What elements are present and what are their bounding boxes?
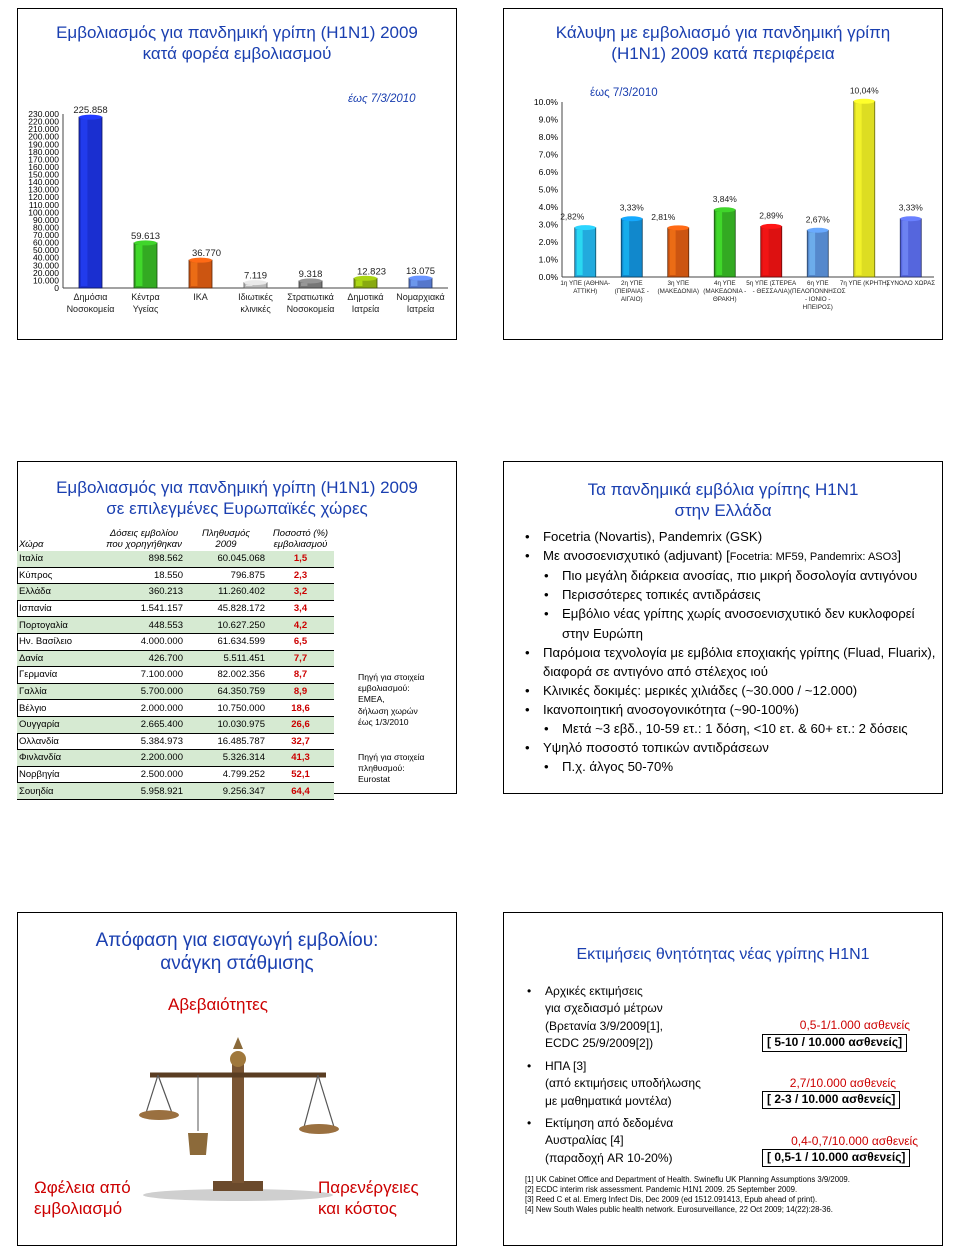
cell-country: Βέλγιο — [19, 702, 47, 714]
table-row — [17, 733, 334, 750]
bullet-technology: • Παρόμοια τεχνολογία με εμβόλια εποχιακής γρίπης (Fluad, Fluarix), διαφορά σε αντιγόνο από στέλεχος ιού — [525, 643, 945, 681]
category-label: Νομαρχιακά — [396, 292, 445, 302]
y-tick-label: 80.000 — [33, 222, 59, 233]
slide3-title-line2: σε επιλεγμένες Ευρωπαϊκές χώρες — [106, 498, 368, 518]
bar-highlight — [856, 103, 862, 275]
bar-highlight — [411, 280, 417, 286]
table-row — [17, 650, 334, 667]
bar-value-label: 36.770 — [191, 248, 222, 260]
category-label: (ΠΕΛΟΠΟΝΝΗΣΟΣ — [789, 288, 846, 295]
cell-country: Ελλάδα — [19, 586, 51, 598]
cell-pop: 16.485.787 — [217, 735, 265, 747]
header-doses-l1: Δόσεις εμβολίου — [109, 528, 179, 539]
cell-doses: 898.562 — [148, 553, 183, 565]
y-tick-label: 4.0% — [538, 202, 558, 212]
adjuvant-detail: Focetria: MF59, Pandemrix: ASO3 — [729, 551, 898, 564]
category-label: Ιατρεία — [351, 304, 380, 314]
source-line: έως 1/3/2010 — [358, 716, 409, 727]
y-tick-label: 7.0% — [538, 149, 558, 160]
bar-value-label: 3,33% — [619, 202, 644, 213]
source-line: Πηγή για στοιχεία — [358, 752, 425, 762]
y-tick-label: 190.000 — [28, 139, 59, 150]
cell-country: Ην. Βασίλειο — [19, 636, 73, 648]
cell-pct: 7,7 — [293, 652, 308, 664]
y-tick-label: 100.000 — [28, 207, 59, 218]
slide4-title-line2: στην Ελλάδα — [674, 500, 772, 520]
table-row — [17, 716, 334, 733]
y-tick-label: 10.0% — [533, 97, 558, 107]
header-pct-l1: Ποσοστό (%) — [272, 528, 329, 539]
slide-decision-balance — [17, 912, 457, 1246]
bar-value-label: 12.823 — [356, 266, 387, 278]
category-label: 2η ΥΠΕ — [620, 280, 643, 287]
cell-country: Ιταλία — [19, 553, 44, 565]
bar-highlight — [577, 230, 583, 275]
cell-pct: 1,5 — [293, 553, 308, 565]
y-tick-label: 20.000 — [33, 267, 59, 278]
cell-pct: 6,5 — [293, 636, 308, 648]
source-vaccination — [358, 672, 438, 728]
cell-country: Κύπρος — [19, 569, 53, 581]
y-tick-label: 90.000 — [33, 214, 59, 225]
sub-bullet: • Π.χ. άλγος 50-70% — [525, 757, 945, 776]
bar-top — [575, 225, 596, 230]
header-population — [185, 527, 267, 551]
bar-top — [854, 99, 875, 104]
reference-item: [4] New South Wales public health network. Eurosurveillance, 22 Oct 2009; 14(22):28-36. — [525, 1204, 833, 1214]
cell-pct: 3,2 — [293, 586, 308, 598]
y-tick-label: 200.000 — [28, 131, 59, 142]
bar-value-label: 2,81% — [651, 211, 676, 222]
vaccine-bullet-list — [525, 527, 945, 777]
category-label: 6η ΥΠΕ — [806, 280, 829, 287]
y-tick-label: 70.000 — [33, 230, 59, 241]
estimate-3-line: Αυστραλίας [4] — [545, 1133, 624, 1148]
source-line: EMEA, — [358, 694, 385, 705]
y-tick-label: 2.0% — [538, 237, 558, 247]
bar-top — [761, 224, 782, 229]
slide6-title: Εκτιμήσεις θνητότητας νέας γρίπης Η1Ν1 — [576, 946, 870, 963]
bar-value-label: 3,33% — [898, 202, 923, 213]
y-tick-label: 120.000 — [28, 192, 59, 203]
estimate-2-line: • ΗΠΑ [3] — [545, 1059, 587, 1073]
category-label: ΗΠΕΙΡΟΣ) — [802, 304, 833, 311]
table-row — [17, 766, 334, 783]
benefit-label — [34, 1177, 131, 1220]
cell-pop: 4.799.252 — [222, 769, 265, 781]
cell-country: Νορβηγία — [19, 769, 60, 781]
bullet-adjuvant — [525, 546, 945, 566]
category-label: 3η ΥΠΕ — [667, 280, 690, 287]
cell-pop: 11.260.402 — [218, 586, 265, 598]
bar-highlight — [136, 245, 142, 286]
cell-pct: 3,4 — [293, 603, 308, 615]
adjuvant-text: Με ανοσοενισχυτικό (adjuvant) [ — [543, 548, 730, 564]
adjuvant-end: ] — [897, 548, 901, 564]
bar-value-label: 7.119 — [243, 270, 268, 282]
y-tick-label: 230.000 — [28, 109, 59, 119]
slide1-date-note: έως 7/3/2010 — [348, 93, 416, 105]
cell-pop: 9.256.347 — [222, 785, 265, 797]
bar-highlight — [763, 228, 769, 275]
cell-pop: 10.750.000 — [217, 702, 265, 714]
category-label: 4η ΥΠΕ — [713, 280, 736, 287]
header-pop-l1: Πληθυσμός — [201, 528, 251, 539]
table-row — [17, 783, 334, 800]
bar-value-label: 9.318 — [298, 268, 323, 280]
category-label: - ΘΕΣΣΑΛΙΑ) — [752, 288, 790, 295]
category-label: Νοσοκομεία — [286, 304, 335, 314]
header-pct-l2: εμβολιασμού — [273, 539, 328, 550]
cell-doses: 360.213 — [148, 586, 183, 598]
sub-bullet: • Εμβόλιο νέας γρίπης χωρίς ανοσοενισχυτικό δεν κυκλοφορεί στην Ευρώπη — [525, 604, 932, 642]
bar-highlight — [809, 232, 815, 275]
cell-pop: 61.634.599 — [217, 636, 265, 648]
y-tick-label: 170.000 — [28, 154, 59, 165]
category-label: ΑΙΓΑΙΟ) — [620, 296, 643, 303]
category-label: Ιατρεία — [406, 304, 435, 314]
y-tick-label: 1.0% — [538, 254, 558, 265]
table-row — [17, 683, 334, 700]
bullet-vaccines: • Focetria (Novartis), Pandemrix (GSK) — [525, 527, 945, 546]
category-label: (ΜΑΚΕΔΟΝΙΑ) — [657, 288, 700, 295]
estimate-3-line: • Εκτίμηση από δεδομένα — [545, 1116, 674, 1130]
header-doses — [103, 527, 185, 551]
cell-pct: 8,7 — [293, 669, 308, 681]
bullet-immunogenicity: • Ικανοποιητική ανοσογονικότητα (~90-100%) — [525, 700, 945, 719]
cell-pct: 41,3 — [291, 752, 310, 764]
vaccination-table — [17, 527, 334, 800]
bar-top — [668, 225, 689, 230]
cell-doses: 2.000.000 — [140, 702, 183, 714]
y-tick-label: 50.000 — [33, 245, 59, 256]
reference-item: [2] ECDC interim risk assessment. Pandemic H1N1 2009. 25 September 2009. — [525, 1184, 798, 1194]
slide3-title — [18, 478, 456, 519]
y-tick-label: 9.0% — [538, 114, 558, 125]
slide4-title — [504, 480, 942, 521]
cell-pop: 82.002.356 — [217, 669, 265, 681]
estimate-1-value: 0,5-1/1.000 ασθενείς — [799, 1018, 910, 1032]
header-pop-l2: 2009 — [215, 539, 237, 550]
cell-pop: 45.828.172 — [217, 603, 265, 615]
cell-pop: 64.350.759 — [217, 686, 265, 698]
table-row — [17, 700, 334, 717]
y-tick-label: 40.000 — [33, 252, 59, 263]
y-tick-label: 5.0% — [538, 184, 558, 195]
slide5-title — [18, 929, 456, 975]
header-doses-l2: που χορηγήθηκαν — [106, 539, 182, 550]
estimate-3-line: (παραδοχή AR 10-20%) — [545, 1150, 673, 1165]
table-row — [17, 667, 334, 684]
bar-highlight — [301, 283, 307, 286]
reference-item: [1] UK Cabinet Office and Department of Health. Swineflu UK Planning Assumptions 3/9/2009. — [525, 1175, 850, 1184]
cell-doses: 5.958.921 — [140, 785, 183, 797]
y-tick-label: 6.0% — [538, 167, 558, 177]
y-tick-label: 0 — [54, 283, 59, 293]
cell-pop: 60.045.068 — [217, 553, 265, 565]
cell-doses: 426.700 — [148, 652, 183, 664]
cell-doses: 2.500.000 — [140, 769, 183, 781]
y-tick-label: 150.000 — [28, 169, 59, 180]
category-label: 5η ΥΠΕ (ΣΤΕΡΕΑ — [746, 280, 797, 287]
reference-item: [3] Reed C et al. Emerg Infect Dis, Dec 2009 (ed 1512.091413, Epub ahead of print). — [525, 1194, 818, 1204]
estimate-2-value: 2,7/10.000 ασθενείς — [789, 1076, 896, 1090]
table-row — [17, 750, 334, 767]
slide5-title-line1: Απόφαση για εισαγωγή εμβολίου: — [95, 930, 379, 951]
category-label: Νοσοκομεία — [66, 304, 115, 314]
estimate-3-value: 0,4-0,7/10.000 ασθενείς — [791, 1134, 918, 1148]
cell-country: Γερμανία — [19, 669, 58, 681]
category-label: Δημοτικά — [347, 292, 384, 302]
cell-pop: 10.030.975 — [217, 719, 265, 731]
slide2-title-line1: Κάλυψη με εμβολιασμό για πανδημική γρίπη — [555, 23, 891, 42]
estimate-1-line: για σχεδιασμό μέτρων — [545, 1001, 663, 1016]
cell-doses: 448.553 — [148, 619, 183, 631]
y-tick-label: 160.000 — [28, 161, 59, 172]
cell-country: Γαλλία — [19, 686, 47, 698]
cell-pct: 2,3 — [293, 569, 308, 581]
provider-bar-chart — [18, 91, 456, 331]
cell-country: Ισπανία — [19, 603, 52, 615]
cell-doses: 5.384.973 — [140, 735, 183, 747]
cell-doses: 5.700.000 — [140, 686, 183, 698]
cell-country: Φινλανδία — [19, 752, 62, 764]
bar-top — [714, 207, 735, 212]
sub-bullet: • Πιο μεγάλη διάρκεια ανοσίας, πιο μικρή δοσολογία αντιγόνου — [525, 566, 945, 585]
bar-highlight — [670, 230, 676, 275]
category-label: Ιδιωτικές — [238, 292, 273, 302]
balance-scale-icon — [128, 1023, 348, 1203]
estimate-1-line: (Βρετανία 3/9/2009[1], — [545, 1018, 664, 1033]
slide4-title-line1: Τα πανδημικά εμβόλια γρίπης Η1Ν1 — [587, 480, 859, 499]
bar-highlight — [356, 280, 362, 286]
bar-top — [900, 216, 921, 221]
y-tick-label: 110.000 — [28, 199, 59, 210]
slide-coverage-by-region — [503, 8, 943, 340]
estimate-2-line: (από εκτιμήσεις υποδήλωσης — [545, 1076, 701, 1091]
bar-highlight — [902, 221, 908, 275]
header-percent — [267, 527, 334, 551]
source-line: εμβολιασμού: — [358, 683, 410, 694]
bar-value-label: 59.613 — [130, 230, 161, 242]
cell-pct: 26,6 — [291, 719, 310, 731]
bar-value-label: 225.858 — [73, 105, 108, 117]
category-label: κλινικές — [240, 304, 271, 314]
table-row — [17, 551, 334, 567]
cell-doses: 2.665.400 — [140, 719, 183, 731]
y-tick-label: 0.0% — [538, 272, 558, 282]
category-label: 1η ΥΠΕ (ΑΘΗΝΑ- — [560, 280, 611, 287]
category-label: Κέντρα — [131, 292, 160, 302]
bar-value-label: 10,04% — [849, 85, 879, 96]
table-row — [17, 633, 334, 650]
y-tick-label: 10.000 — [33, 275, 59, 286]
bullet-local-reactions: • Υψηλό ποσοστό τοπικών αντιδράσεων — [525, 738, 945, 757]
cell-pop: 10.627.250 — [217, 619, 265, 631]
category-label: ΑΤΤΙΚΗ) — [573, 288, 598, 295]
category-label: - ΙΟΝΙΟ - — [804, 296, 831, 303]
bar-highlight — [716, 212, 722, 275]
category-label: (ΜΑΚΕΔΟΝΙΑ - — [703, 288, 747, 295]
slide2-date-note: έως 7/3/2010 — [590, 87, 658, 99]
category-label: Δημόσια — [73, 292, 108, 302]
category-label: ΣΥΝΟΛΟ ΧΩΡΑΣ — [886, 280, 936, 287]
y-tick-label: 3.0% — [538, 219, 558, 230]
bar-value-label: 2,89% — [759, 210, 784, 221]
y-tick-label: 60.000 — [33, 237, 59, 248]
slide2-title-line2: (Η1Ν1) 2009 κατά περιφέρεια — [611, 43, 835, 63]
category-label: ΙΚΑ — [193, 292, 208, 302]
source-line: δήλωση χωρών — [358, 705, 418, 716]
slide1-title-line2: κατά φορέα εμβολιασμού — [142, 43, 332, 63]
slide-vaccination-by-provider — [17, 8, 457, 340]
estimate-3-box: [ 0,5-1 / 10.000 ασθενείς] — [762, 1149, 910, 1167]
cell-pct: 18,6 — [291, 702, 310, 714]
table-header-row — [17, 527, 334, 551]
sub-bullet: • Μετά ~3 εβδ., 10-59 ετ.: 1 δόση, <10 ετ. & 60+ ετ.: 2 δόσεις — [525, 719, 945, 738]
cell-pop: 5.326.314 — [222, 752, 265, 764]
y-tick-label: 140.000 — [28, 177, 59, 188]
cell-pct: 8,9 — [293, 686, 308, 698]
slide2-title — [504, 23, 942, 64]
bar-value-label: 13.075 — [405, 266, 436, 278]
y-tick-label: 30.000 — [33, 260, 59, 271]
category-label: (ΠΕΙΡΑΙΑΣ - — [614, 288, 649, 295]
cell-pop: 796.875 — [230, 569, 265, 581]
table-row — [17, 617, 334, 634]
sub-bullet: • Περισσότερες τοπικές αντιδράσεις — [525, 585, 945, 604]
table-row — [17, 584, 334, 601]
estimate-2-line: με μαθηματικά μοντέλα) — [545, 1093, 672, 1108]
cell-doses: 7.100.000 — [140, 669, 183, 681]
estimate-2-box: [ 2-3 / 10.000 ασθενείς] — [762, 1091, 900, 1109]
y-tick-label: 8.0% — [538, 132, 558, 142]
table-row — [17, 567, 334, 584]
source-population — [358, 752, 438, 786]
cell-country: Δανία — [19, 652, 44, 664]
estimate-1-box: [ 5-10 / 10.000 ασθενείς] — [762, 1034, 907, 1052]
slide1-title — [18, 23, 456, 64]
bar-highlight — [81, 119, 87, 286]
y-tick-label: 210.000 — [28, 124, 59, 135]
estimate-1-line: • Αρχικές εκτιμήσεις — [545, 984, 643, 998]
cell-doses: 2.200.000 — [140, 752, 183, 764]
bar-value-label: 2,67% — [805, 214, 830, 225]
bar-value-label: 2,82% — [560, 211, 585, 222]
cell-country: Πορτογαλία — [19, 619, 68, 631]
bullet-clinical-trials: • Κλινικές δοκιμές: μερικές χιλιάδες (~30.000 / ~12.000) — [525, 681, 945, 700]
table-row — [17, 600, 334, 617]
cell-pct: 64,4 — [291, 785, 310, 797]
slide5-title-line2: ανάγκη στάθμισης — [160, 953, 314, 975]
bar-top — [807, 228, 828, 233]
source-line: Πηγή για στοιχεία — [358, 672, 425, 682]
cell-pop: 5.511.451 — [223, 652, 265, 664]
slide1-title-line1: Εμβολιασμός για πανδημική γρίπη (Η1Ν1) 2009 — [56, 23, 418, 42]
cell-country: Σουηδία — [19, 785, 54, 797]
cell-country: Ουγγαρία — [19, 719, 60, 731]
cost-label — [318, 1177, 419, 1220]
y-tick-label: 220.000 — [28, 116, 59, 127]
bar-highlight — [623, 221, 629, 275]
benefit-label-l1: Ωφέλεια από — [34, 1178, 131, 1197]
category-label: Στρατιωτικά — [287, 292, 334, 302]
cell-doses: 1.541.157 — [140, 603, 183, 615]
estimate-1-line: ECDC 25/9/2009[2]) — [545, 1036, 654, 1051]
bar-top — [621, 216, 642, 221]
cell-country: Ολλανδία — [19, 735, 59, 747]
category-label: Υγείας — [132, 304, 159, 314]
category-label: 7η ΥΠΕ (ΚΡΗΤΗ) — [839, 280, 889, 287]
category-label: ΘΡΑΚΗ) — [712, 296, 737, 303]
bar-value-label: 3,84% — [712, 193, 737, 204]
references — [525, 1175, 945, 1215]
header-country: Χώρα — [19, 539, 44, 550]
cost-label-l2: και κόστος — [318, 1199, 397, 1219]
source-line: πληθυσμού: — [358, 763, 405, 774]
y-tick-label: 180.000 — [28, 146, 59, 157]
cell-doses: 18.550 — [153, 569, 183, 581]
benefit-label-l2: εμβολιασμό — [34, 1199, 123, 1219]
slide3-title-line1: Εμβολιασμός για πανδημική γρίπη (Η1Ν1) 2009 — [56, 478, 418, 497]
bar-highlight — [191, 262, 197, 286]
uncertainty-label: Αβεβαιότητες — [168, 995, 268, 1014]
cell-doses: 4.000.000 — [140, 636, 183, 648]
y-tick-label: 130.000 — [28, 184, 59, 195]
cell-pct: 52,1 — [291, 769, 310, 781]
cell-pct: 32,7 — [291, 735, 310, 747]
cost-label-l1: Παρενέργειες — [318, 1178, 419, 1197]
source-line: Eurostat — [358, 774, 391, 785]
cell-pct: 4,2 — [293, 619, 308, 631]
region-bar-chart — [504, 79, 942, 319]
